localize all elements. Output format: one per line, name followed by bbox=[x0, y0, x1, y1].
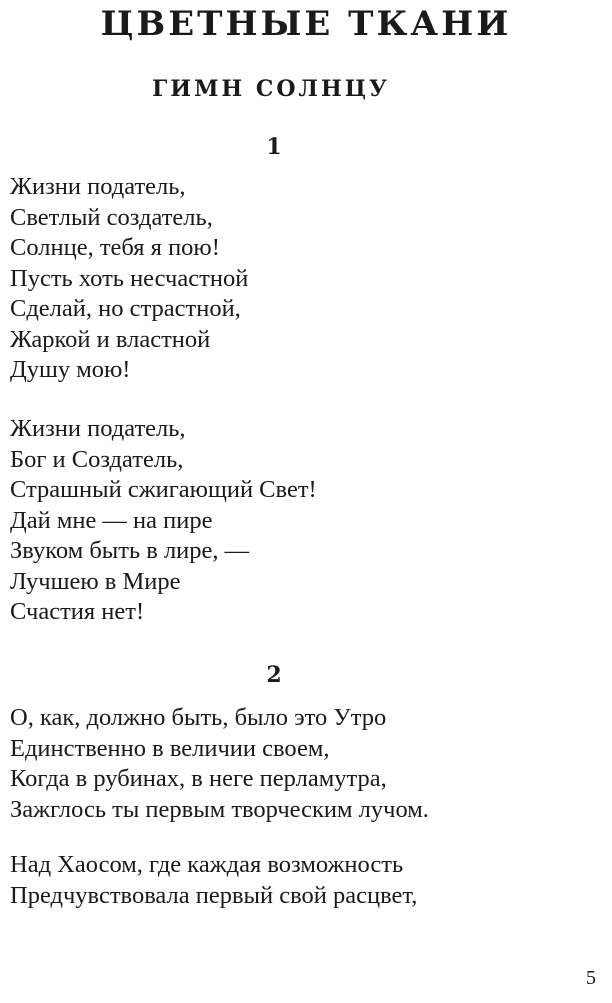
section-number-1: 1 bbox=[266, 134, 282, 160]
poem-line: Страшный сжигающий Свет! bbox=[10, 476, 317, 503]
poem-line: Зажглось ты первым творческим лучом. bbox=[10, 795, 429, 823]
poem-line: Душу мою! bbox=[10, 356, 131, 383]
poem-line: Предчувствовала первый свой расцвет, bbox=[10, 881, 418, 909]
poem-line: Дай мне — на пире bbox=[10, 506, 213, 534]
poem-title: ГИМН СОЛНЦУ bbox=[152, 76, 390, 102]
poem-line: Счастия нет! bbox=[10, 598, 145, 625]
stanza-1-2 bbox=[10, 414, 570, 628]
poem-line: Когда в рубинах, в неге перламутра, bbox=[10, 765, 387, 792]
stanza-1-1 bbox=[10, 172, 570, 386]
poem-line: Лучшею в Мире bbox=[10, 567, 181, 595]
stanza-2-1 bbox=[10, 703, 570, 825]
poem-line: Единственно в величии своем, bbox=[10, 734, 330, 762]
book-title: ЦВЕТНЫЕ ТКАНИ bbox=[100, 4, 512, 44]
stanza-2-2 bbox=[10, 850, 570, 911]
poem-line: Звуком быть в лире, — bbox=[10, 537, 250, 564]
section-number-2: 2 bbox=[266, 662, 282, 688]
poem-line: Жизни податель, bbox=[10, 415, 186, 442]
poem-line: Жаркой и властной bbox=[10, 325, 211, 353]
poem-line: Светлый создатель, bbox=[10, 203, 213, 231]
page-number: 5 bbox=[586, 967, 596, 989]
poem-line: Солнце, тебя я пою! bbox=[10, 234, 220, 261]
poem-line: Сделай, но страстной, bbox=[10, 295, 241, 322]
poem-line: Над Хаосом, где каждая возможность bbox=[10, 851, 404, 878]
poem-line: Пусть хоть несчастной bbox=[10, 264, 249, 292]
poem-line: Жизни податель, bbox=[10, 173, 186, 200]
poem-line: Бог и Создатель, bbox=[10, 445, 184, 473]
poem-line: О, как, должно быть, было это Утро bbox=[10, 704, 387, 731]
